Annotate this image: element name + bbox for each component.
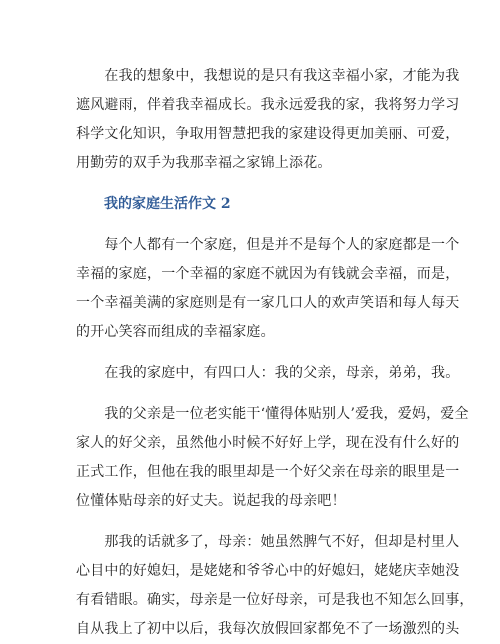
text-line: 心目中的好媳妇，是姥姥和爷爷心中的好媳妇，姥姥庆幸她没 [76, 563, 460, 579]
text-line: 有看错眼。确实，母亲是一位好母亲，可是我也不知怎么回事， [76, 592, 474, 608]
paragraph-1 [76, 62, 460, 178]
paragraph-3 [76, 359, 460, 388]
text-line: 在我的家庭中，有四口人：我的父亲，母亲，弟弟，我。 [76, 365, 460, 381]
text-line: 我的父亲是一位老实能干‘懂得体贴别人’爱我，爱妈，爱全 [76, 406, 469, 422]
text-line: 每个人都有一个家庭，但是并不是每个人的家庭都是一个 [76, 237, 460, 253]
text-line: 幸福的家庭，一个幸福的家庭不就因为有钱就会幸福，而是， [76, 266, 460, 282]
text-line: 位懂体贴母亲的好丈夫。说起我的母亲吧！ [76, 493, 346, 509]
text-line: 正式工作，但他在我的眼里却是一个好父亲在母亲的眼里是一 [76, 464, 460, 480]
text-line: 那我的话就多了，母亲：她虽然脾气不好，但却是村里人 [76, 534, 460, 550]
section-heading: 我的家庭生活作文 2 [76, 196, 231, 212]
text-line: 的开心笑容而组成的幸福家庭。 [76, 324, 275, 340]
text-line: 在我的想象中，我想说的是只有我这幸福小家，才能为我 [76, 68, 460, 84]
paragraph-5 [76, 528, 474, 644]
text-line: 自从我上了初中以后，我每次放假回家都免不了一场激烈的头 [76, 621, 460, 637]
paragraph-2 [76, 231, 460, 347]
text-line: 家人的好父亲，虽然他小时候不好好上学，现在没有什么好的 [76, 435, 460, 451]
document-body [76, 62, 474, 644]
text-line: 一个幸福美满的家庭则是有一家几口人的欢声笑语和每人每天 [76, 295, 460, 311]
text-line: 遮风避雨，伴着我幸福成长。我永远爱我的家，我将努力学习 [76, 97, 460, 113]
paragraph-4 [76, 400, 469, 516]
text-line: 用勤劳的双手为我那幸福之家锦上添花。 [76, 155, 332, 171]
text-line: 科学文化知识，争取用智慧把我的家建设得更加美丽、可爱， [76, 126, 460, 142]
